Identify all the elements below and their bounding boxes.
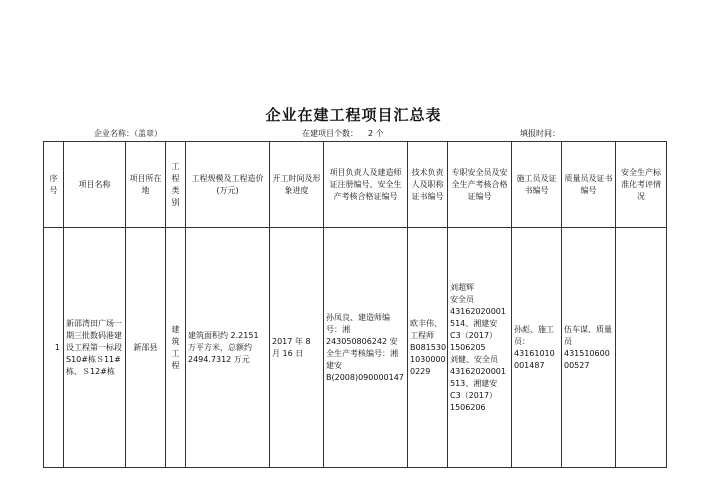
cell-quality-officer: 伍车谋、质量员 431510600 00527 xyxy=(562,228,616,468)
header-safety-standard: 安全生产标准化考评情况 xyxy=(616,142,667,228)
safety-line: 刘健、安全员 xyxy=(450,354,498,364)
cell-project-manager: 孙凤良、建造师编号：湘 243050806242 安全生产考核编号：湘建安 B(2008)090000147 xyxy=(324,228,408,468)
safety-line: 1506206 xyxy=(450,402,486,412)
safety-line: 43162020001 xyxy=(450,366,506,376)
cell-index: 1 xyxy=(44,228,64,468)
table-header-row xyxy=(44,142,667,228)
header-category: 工程类别 xyxy=(166,142,186,228)
header-constructor: 施工员及证书编号 xyxy=(512,142,562,228)
report-date-label: 填报时间： xyxy=(520,129,560,138)
document-title: 企业在建工程项目汇总表 xyxy=(265,106,442,124)
table-row xyxy=(44,228,667,468)
header-index: 序号 xyxy=(44,142,64,228)
project-summary-table xyxy=(43,141,667,468)
header-quality-officer: 质量员及证书编号 xyxy=(562,142,616,228)
cell-constructor: 孙彪、施工员：43161010 001487 xyxy=(512,228,562,468)
safety-line: 安全员 xyxy=(450,294,474,304)
cell-scale: 建筑面积约 2.2151 万平方米，总额约 2494.7312 万元 xyxy=(186,228,270,468)
header-project-manager: 项目负责人及建造师证注册编号、安全生产考核合格证编号 xyxy=(324,142,408,228)
project-count-label: 在建项目个数： xyxy=(302,129,358,138)
safety-line: 1506205 xyxy=(450,342,486,352)
header-start-progress: 开工时间及形象进度 xyxy=(270,142,324,228)
safety-line: 513、湘建安 xyxy=(450,378,498,388)
project-count-field xyxy=(302,128,384,139)
header-scale: 工程规模及工程造价(万元) xyxy=(186,142,270,228)
cell-technical-lead: 欧丰伟、工程师 B081530 1030000 0229 xyxy=(408,228,448,468)
safety-line: 43162020001 xyxy=(450,306,506,316)
cell-project-name: 新邵湾田广场一期三批数码港建设工程第一标段 S10#栋Ｓ11#栋、Ｓ12#栋 xyxy=(64,228,126,468)
cell-safety-standard xyxy=(616,228,667,468)
header-project-name: 项目名称 xyxy=(64,142,126,228)
cell-start-progress: 2017 年 8 月 16 日 xyxy=(270,228,324,468)
cell-location: 新邵县 xyxy=(126,228,166,468)
company-name-label: 企业名称：（盖章） xyxy=(94,129,162,138)
cell-safety-officer xyxy=(448,228,512,468)
safety-line: C3（2017） xyxy=(450,330,498,340)
cell-category: 建筑工程 xyxy=(166,228,186,468)
project-count-value: 2 个 xyxy=(368,129,384,138)
safety-line: C3（2017） xyxy=(450,390,498,400)
safety-line: 514、湘建安 xyxy=(450,318,498,328)
header-technical-lead: 技术负责人及职称证书编号 xyxy=(408,142,448,228)
header-safety-officer: 专职安全员及安全生产考核合格证编号 xyxy=(448,142,512,228)
safety-line: 刘超辉 xyxy=(450,282,474,292)
header-location: 项目所在地 xyxy=(126,142,166,228)
